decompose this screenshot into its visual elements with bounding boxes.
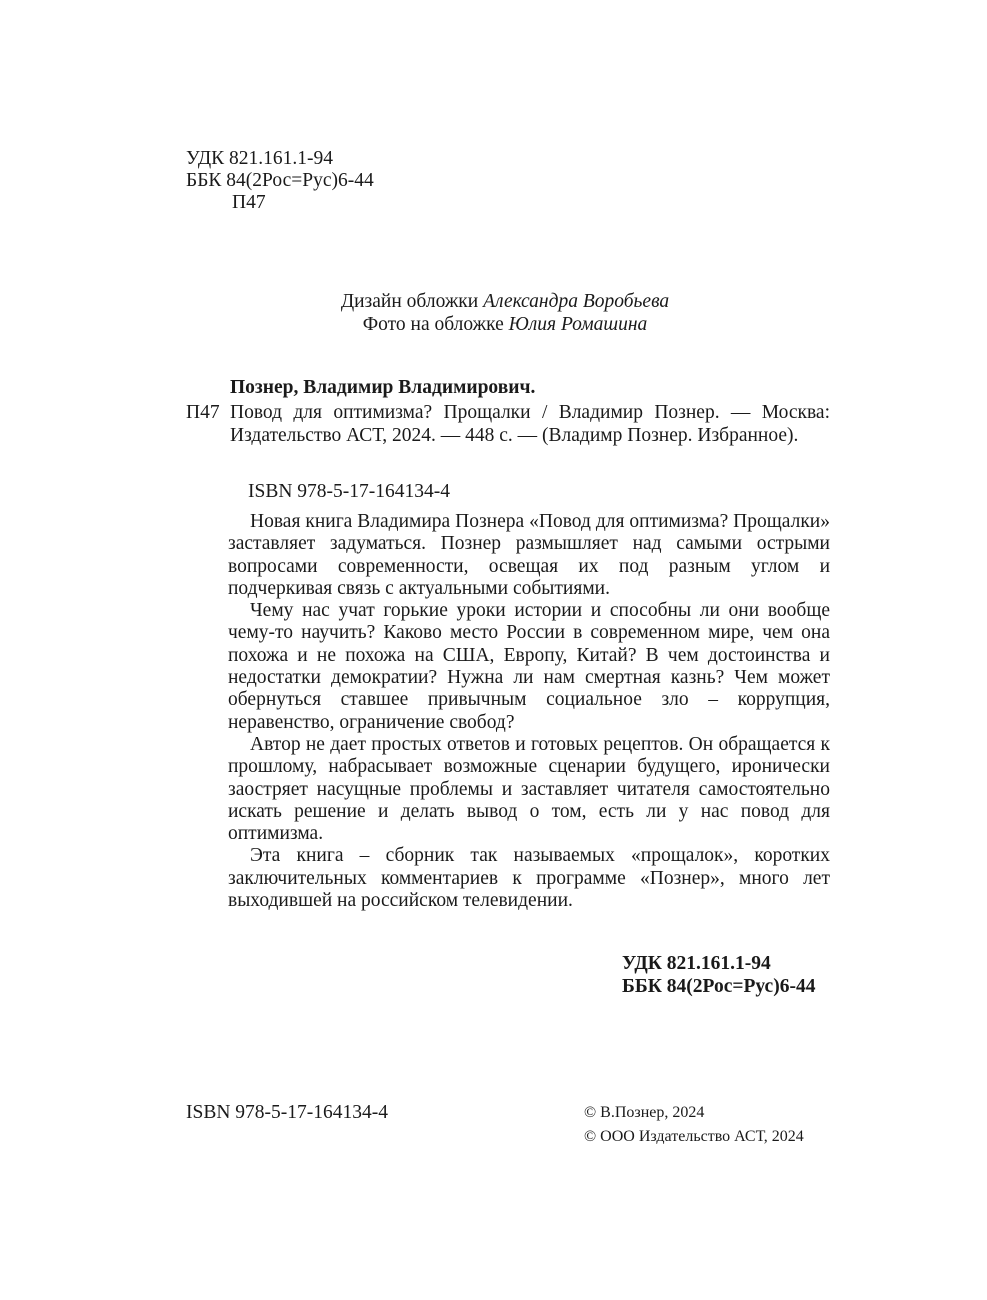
annotation-paragraph: Новая книга Владимира Познера «Повод для оптимизма? Прощалки» заставляет задуматься. Познер размышляет над самыми острыми вопросами современности, освещая их под разным углом и подчеркивая связь с актуальными событиями. bbox=[228, 511, 830, 599]
cover-design-name: Александра Воробьева bbox=[483, 291, 670, 312]
record-description: Повод для оптимизма? Прощалки / Владимир Познер. — Москва: Издательство АСТ, 2024. — 448 с. — (Владимр Познер. Избранное). bbox=[230, 402, 830, 446]
bbk-index: ББК 84(2Рос=Рус)6-44 bbox=[622, 976, 816, 997]
record-isbn: ISBN 978-5-17-164134-4 bbox=[248, 481, 451, 502]
record-author: Познер, Владимир Владимирович. bbox=[230, 377, 536, 398]
indices-block bbox=[622, 953, 815, 999]
udk-code: УДК 821.161.1-94 bbox=[186, 148, 334, 169]
bottom-isbn: ISBN 978-5-17-164134-4 bbox=[186, 1102, 389, 1123]
cover-design-credit bbox=[0, 291, 987, 314]
record-entry bbox=[186, 402, 830, 447]
author-copyright: © В.Познер, 2024 bbox=[584, 1104, 705, 1121]
credits-block bbox=[0, 291, 987, 337]
classification-block bbox=[186, 148, 374, 214]
annotation-paragraph: Автор не дает простых ответов и готовых рецептов. Он обращается к прошлому, набрасывает возможные сценарии будущего, иронически заостряет насущные проблемы и заставляет читателя самостоятельно искать решение и делать вывод о том, есть ли у нас повод для оптимизма. bbox=[228, 733, 830, 845]
author-mark: П47 bbox=[232, 192, 266, 213]
cover-design-label: Дизайн обложки bbox=[340, 291, 479, 312]
record-code: П47 bbox=[186, 402, 220, 423]
cover-photo-label: Фото на обложке bbox=[362, 314, 504, 335]
bibliographic-record bbox=[186, 377, 830, 447]
cover-photo-credit bbox=[0, 314, 987, 337]
bbk-code: ББК 84(2Рос=Рус)6-44 bbox=[186, 170, 374, 191]
publisher-copyright: © ООО Издательство АСТ, 2024 bbox=[584, 1128, 804, 1145]
udk-index: УДК 821.161.1-94 bbox=[622, 953, 771, 974]
annotation-paragraph: Чему нас учат горькие уроки истории и способны ли они вообще чему-то научить? Каково место России в современном мире, чем она похожа и не похожа на США, Европу, Китай? В чем достоинства и недостатки демократии? Нужна ли нам смертная казнь? Чем может обернуться ставшее привычным социальное зло – коррупция, неравенство, ограничение свобод? bbox=[228, 600, 830, 733]
annotation-paragraph: Эта книга – сборник так называемых «прощалок», коротких заключительных комментариев к программе «Познер», много лет выходившей на российском телевидении. bbox=[228, 845, 830, 912]
copyright-block bbox=[584, 1101, 804, 1149]
cover-photo-name: Юлия Ромашина bbox=[508, 314, 648, 335]
annotation bbox=[228, 511, 830, 912]
